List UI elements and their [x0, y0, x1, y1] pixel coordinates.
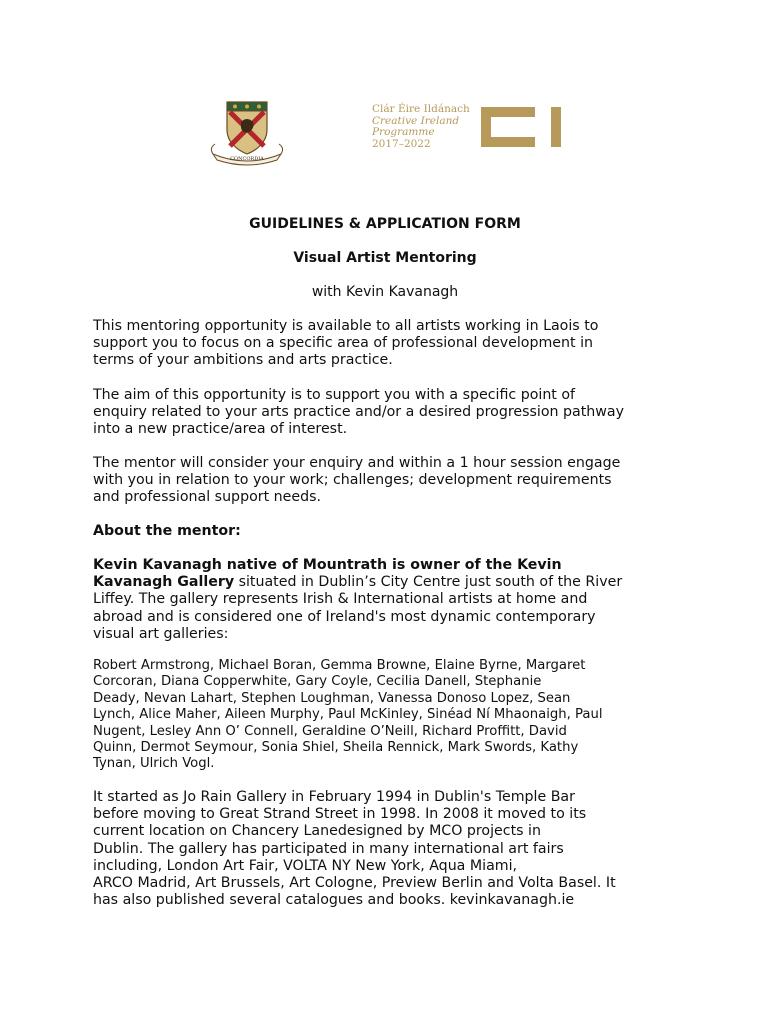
about-mentor-heading: About the mentor:: [93, 523, 241, 539]
creative-ireland-wordmark: [372, 104, 472, 150]
page-subtitle: Visual Artist Mentoring: [293, 250, 477, 266]
session-paragraph: The mentor will consider your enquiry and within a 1 hour session engage with you in relation to your work; challenges; development requirements and professional support needs.: [93, 455, 621, 506]
artist-list-paragraph: Robert Armstrong, Michael Boran, Gemma Browne, Elaine Byrne, Margaret Corcoran, Diana Copperwhite, Gary Coyle, Cecilia Danell, Stephanie Deady, Nevan Lahart, Stephen Loughman, Vanessa Donoso Lopez, Sean Lynch, Alice Maher, Aileen Murphy, Paul McKinley, Sinéad Ní Mhaonaigh, Paul Nugent, Lesley Ann O’ Connell, Geraldine O’Neill, Richard Proffitt, David Quinn, Dermot Seymour, Sonia Shiel, Sheila Rennick, Mark Swords, Kathy Tynan, Ulrich Vogl.: [93, 658, 603, 772]
gallery-history-paragraph: It started as Jo Rain Gallery in February 1994 in Dublin's Temple Bar before moving to Great Strand Street in 1998. In 2008 it moved to its current location on Chancery Lanedesigned by MCO projects in Dublin. The gallery has participated in many international art fairs including, London Art Fair, VOLTA NY New York, Aqua Miami, ARCO Madrid, Art Brussels, Art Cologne, Preview Berlin and Volta Basel. It has also published several catalogues and books. kevinkavanagh.ie: [93, 789, 616, 909]
aim-paragraph: The aim of this opportunity is to support you with a specific point of enquiry related to your arts practice and/or a desired progression pathway into a new practice/area of interest.: [93, 387, 624, 438]
mentor-bio-paragraph: Kevin Kavanagh native of Mountrath is owner of the Kevin Kavanagh Gallery situated in Dublin’s City Centre just south of the River Liffey. The gallery represents Irish & International artists at home and abroad and is considered one of Ireland's most dynamic contemporary visual art galleries:: [93, 557, 623, 642]
ci-line-3: Programme: [372, 126, 435, 138]
mentor-line: with Kevin Kavanagh: [311, 284, 459, 300]
intro-paragraph: This mentoring opportunity is available to all artists working in Laois to support you to focus on a specific area of professional development in terms of your ambitions and arts practice.: [93, 318, 599, 369]
page-title: GUIDELINES & APPLICATION FORM: [249, 216, 521, 232]
creative-ireland-logo-mark: [479, 105, 565, 149]
ci-line-2: Creative Ireland: [372, 114, 460, 127]
ci-line-4: 2017–2022: [372, 137, 431, 150]
svg-text:CONCORDIA: CONCORDIA: [230, 156, 264, 162]
county-crest-logo: [205, 100, 289, 168]
ci-line-1: Clár Éire Ildánach: [372, 103, 470, 115]
